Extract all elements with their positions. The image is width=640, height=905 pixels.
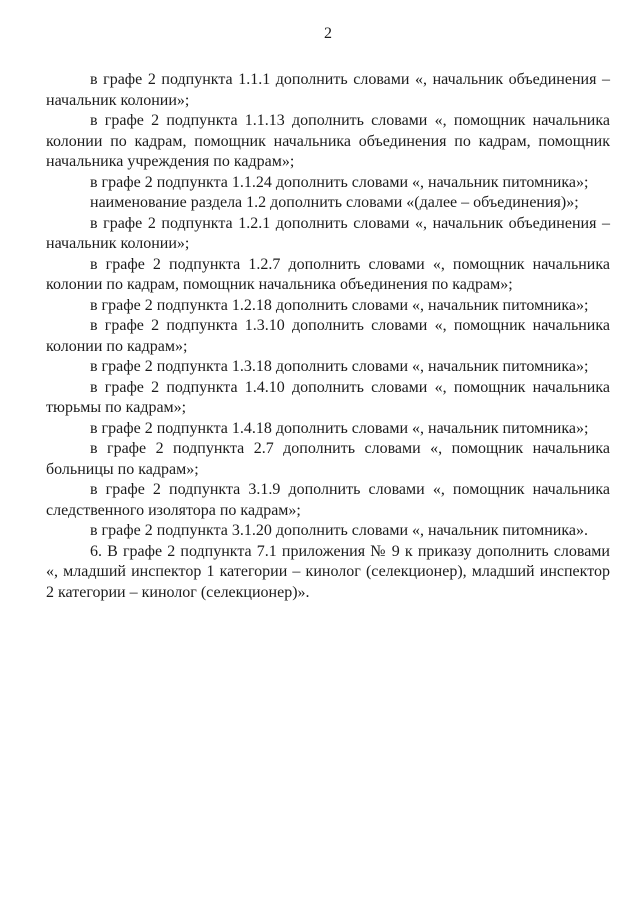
paragraph: в графе 2 подпункта 3.1.9 дополнить словами «, помощник начальника следственного изолятора по кадрам»; [46,481,610,519]
paragraph: в графе 2 подпункта 1.2.18 дополнить словами «, начальник питомника»; [90,296,589,314]
page-number: 2 [324,25,332,42]
paragraph: 6. В графе 2 подпункта 7.1 приложения № 9 к приказу дополнить словами «, младший инспектор 1 категории – кинолог (селекционер), младший инспектор 2 категории – кинолог (селекционер)». [46,542,610,601]
paragraph: наименование раздела 1.2 дополнить словами «(далее – объединения)»; [90,194,579,211]
document-body [46,70,610,603]
paragraph: в графе 2 подпункта 1.3.18 дополнить словами «, начальник питомника»; [90,358,589,375]
paragraph: в графе 2 подпункта 1.3.10 дополнить словами «, помощник начальника колонии по кадрам»; [46,317,610,355]
paragraph: в графе 2 подпункта 2.7 дополнить словами «, помощник начальника больницы по кадрам»; [46,440,610,478]
paragraph: в графе 2 подпункта 1.4.18 дополнить словами «, начальник питомника»; [90,419,589,437]
paragraph: в графе 2 подпункта 3.1.20 дополнить словами «, начальник питомника». [90,522,588,539]
paragraph: в графе 2 подпункта 1.4.10 дополнить словами «, помощник начальника тюрьмы по кадрам»; [46,378,610,416]
paragraph: в графе 2 подпункта 1.1.24 дополнить словами «, начальник питомника»; [90,173,589,191]
paragraph: в графе 2 подпункта 1.1.1 дополнить словами «, начальник объединения – начальник колонии»; [46,71,610,109]
paragraph: в графе 2 подпункта 1.2.7 дополнить словами «, помощник начальника колонии по кадрам, помощник начальника объединения по кадрам»; [46,255,610,293]
paragraph: в графе 2 подпункта 1.1.13 дополнить словами «, помощник начальника колонии по кадрам, помощник начальника объединения по кадрам, помощник начальника учреждения по кадрам»; [46,112,610,170]
paragraph: в графе 2 подпункта 1.2.1 дополнить словами «, начальник объединения – начальник колонии»; [46,214,610,252]
